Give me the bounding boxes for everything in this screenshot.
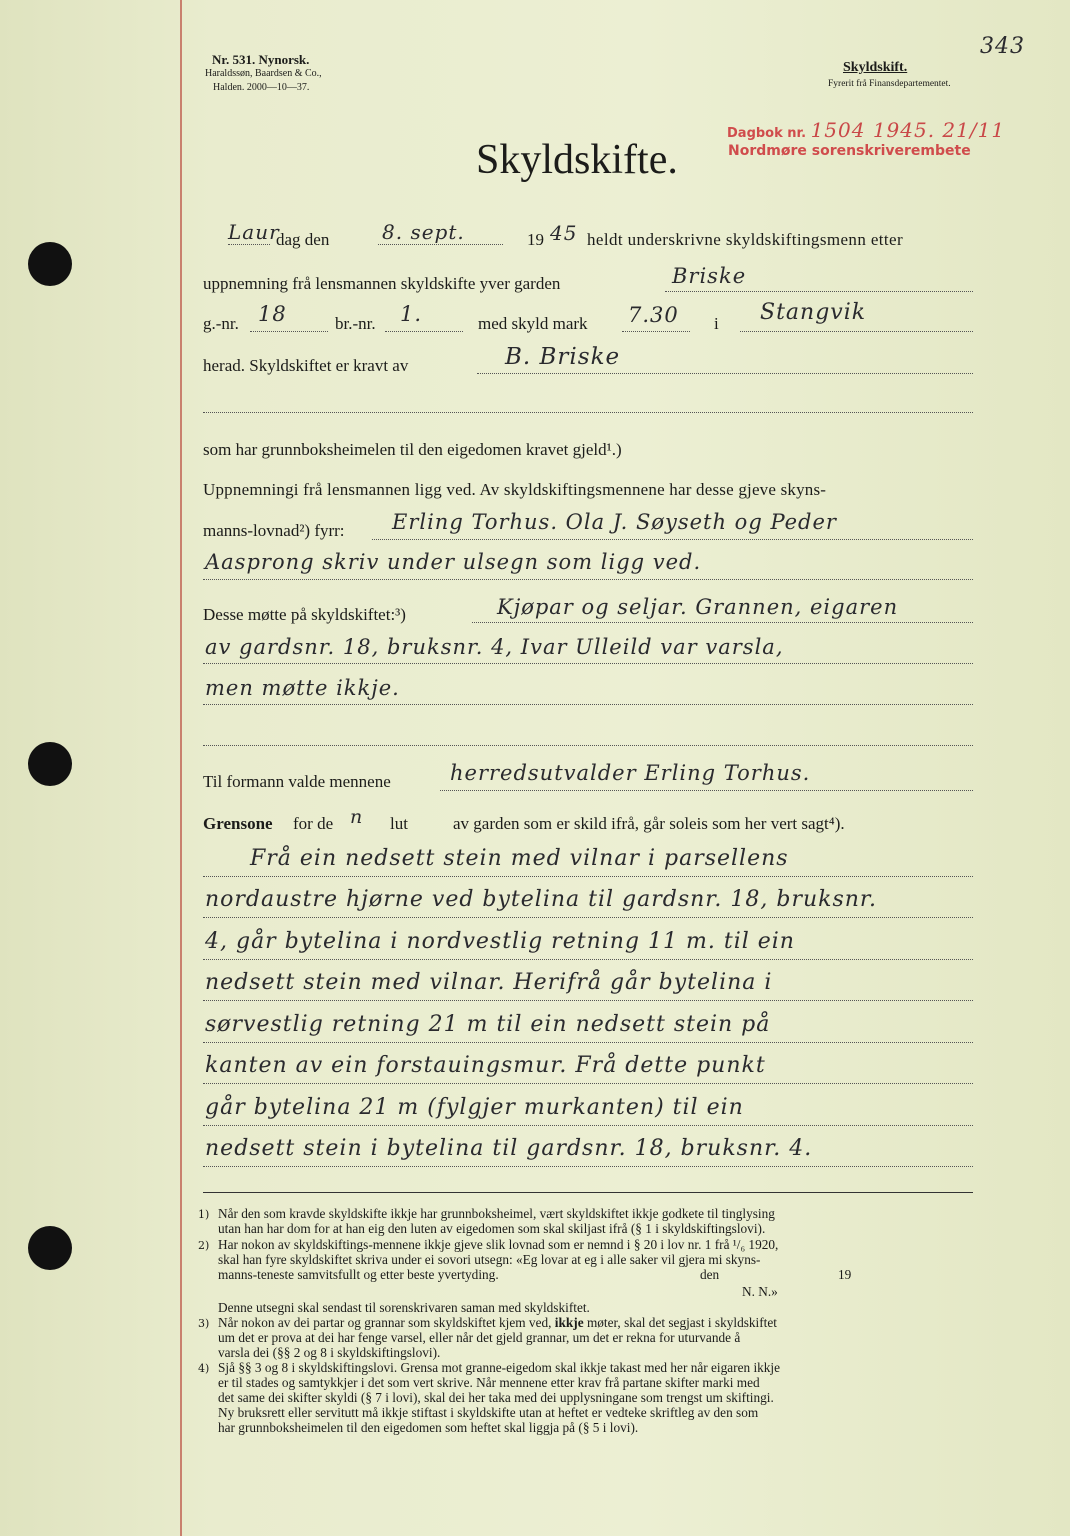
footnote-2-signature: N. N.» bbox=[742, 1284, 778, 1299]
footnote-2-line-5: Denne utsegni skal sendast til sorenskrivaren saman med skyldskiftet. bbox=[218, 1300, 590, 1315]
date-handwritten: 8. sept. bbox=[382, 220, 465, 244]
footnote-4-line-2: er til stades og samtykkjer i det som vert skrive. Når mennene etter krav frå partane skifter marki med bbox=[218, 1375, 760, 1390]
footnote-1-line-1: Når den som kravde skyldskifte ikkje har grunnboksheimel, vært skyldskiftet ikkje godkete til tinglysing bbox=[218, 1206, 775, 1221]
footnote-3-line-3: varsla dei (§§ 2 og 8 i skyldskiftingslovi). bbox=[218, 1345, 441, 1360]
footnote-3-mark: 3) bbox=[198, 1317, 210, 1330]
farm-name: Briske bbox=[672, 264, 747, 288]
page-number: 343 bbox=[980, 34, 1025, 59]
day-handwritten: Laur bbox=[228, 220, 280, 244]
boundary-line-6: kanten av ein forstauingsmur. Frå dette punkt bbox=[205, 1053, 766, 1078]
year-handwritten: 45 bbox=[550, 221, 578, 245]
footnote-3-line-1 bbox=[218, 1315, 777, 1331]
footnote-2-line-3: manns-teneste samvitsfullt og etter beste yvertyding. bbox=[218, 1267, 499, 1282]
footnote-3-text-a: Når nokon av dei partar og grannar som skyldskiftet kjem ved, bbox=[218, 1315, 552, 1330]
footnote-2-year: 19 bbox=[838, 1267, 852, 1282]
boundary-line-5: sørvestlig retning 21 m til ein nedsett stein på bbox=[205, 1012, 771, 1037]
day-printed: dag den bbox=[276, 230, 330, 249]
footnote-3-emphasis: ikkje bbox=[554, 1315, 584, 1330]
boundary-line-3: 4, går bytelina i nordvestlig retning 11 m. til ein bbox=[205, 929, 795, 954]
boundary-label: Grensone bbox=[203, 814, 273, 833]
form-number: Nr. 531. Nynorsk. bbox=[212, 52, 310, 67]
attendees-line-2: av gardsnr. 18, bruksnr. 4, Ivar Ulleild var varsla, bbox=[205, 635, 784, 659]
bnr-value: 1. bbox=[400, 302, 423, 326]
attendees-line-1: Kjøpar og seljar. Grannen, eigaren bbox=[497, 595, 899, 619]
footnote-4-line-5: har grunnboksheimelen til den eigedomen som heftet skal liggja på (§ 5 i lovi). bbox=[218, 1420, 639, 1435]
gnr-value: 18 bbox=[258, 302, 287, 326]
line-13-part-d: av garden som er skild ifrå, går soleis som her vert sagt⁴). bbox=[453, 814, 845, 833]
footnote-separator bbox=[203, 1192, 973, 1193]
margin-line bbox=[180, 0, 182, 1536]
requester: B. Briske bbox=[505, 344, 621, 370]
footnote-4-mark: 4) bbox=[198, 1362, 210, 1375]
footnote-4-line-1: Sjå §§ 3 og 8 i skyldskiftingslovi. Grensa mot granne-eigedom skal ikkje takast med her når eigaren ikkje bbox=[218, 1360, 781, 1375]
footnote-3-line-2: um det er prova at dei har fenge varsel, eller når det gjeld grannar, um det er rekna for uturvande å bbox=[218, 1330, 741, 1345]
footnote-2-den: den bbox=[700, 1267, 720, 1282]
punch-hole-bottom bbox=[28, 1226, 72, 1270]
line-12-text: Til formann valde mennene bbox=[203, 772, 391, 791]
court-office-stamp: Nordmøre sorenskriverembete bbox=[728, 143, 971, 159]
boundary-line-7: går bytelina 21 m (fylgjer murkanten) til ein bbox=[205, 1095, 744, 1120]
printer-line-1: Haraldssøn, Baardsen & Co., bbox=[205, 68, 322, 79]
chairman: herredsutvalder Erling Torhus. bbox=[450, 761, 811, 785]
boundary-line-4: nedsett stein med vilnar. Herifrå går bytelina i bbox=[205, 970, 773, 995]
bnr-label: br.-nr. bbox=[335, 314, 376, 333]
line-1-text: heldt underskrivne skyldskiftingsmenn etter bbox=[587, 230, 904, 249]
line-6-text: Uppnemningi frå lensmannen ligg ved. Av skyldskiftingsmennene har desse gjeve skyns- bbox=[203, 480, 827, 499]
form-type: Skyldskift. bbox=[843, 60, 908, 75]
punch-hole-middle bbox=[28, 742, 72, 786]
skyld-value: 7.30 bbox=[628, 303, 679, 327]
page-title: Skyldskifte. bbox=[476, 137, 678, 183]
approval-note: Fyrerit frå Finansdepartementet. bbox=[828, 79, 951, 89]
stamp-journal-number: 1504 1945. 21/11 bbox=[810, 118, 1006, 142]
boundary-line-1: Frå ein nedsett stein med vilnar i parsellens bbox=[250, 846, 789, 871]
year-printed: 19 bbox=[527, 230, 544, 249]
footnote-4-line-4: Ny bruksrett eller servitutt må ikkje stiftast i skyldskifte utan at heftet er vedteke skriftleg av den som bbox=[218, 1405, 759, 1420]
footnote-2-line-2: skal han fyre skyldskiftet skriva under ei sovori utsegn: «Eg lovar at eg i alle saker vil gjera mi skyns- bbox=[218, 1252, 761, 1267]
footnote-2-line-1: Har nokon av skyldskiftings-mennene ikkje gjeve slik lovnad som er nemnd i § 20 i lov nr. 1 frå ¹/₆ 1920, bbox=[218, 1237, 779, 1252]
footnote-4-line-3: det same dei skifter skyldi (§ 7 i lovi), skal dei her taka med dei upplysningane som trengst um skiftingi. bbox=[218, 1390, 774, 1405]
municipality: Stangvik bbox=[760, 300, 867, 325]
printer-line-2: Halden. 2000—10—37. bbox=[213, 82, 310, 93]
gnr-label: g.-nr. bbox=[203, 314, 239, 333]
boundary-line-8: nedsett stein i bytelina til gardsnr. 18, bruksnr. 4. bbox=[205, 1136, 813, 1161]
punch-hole-top bbox=[28, 242, 72, 286]
line-2-text: uppnemning frå lensmannen skyldskifte yver garden bbox=[203, 274, 561, 293]
line-13-part-c: lut bbox=[390, 814, 408, 833]
journal-stamp bbox=[727, 118, 1005, 142]
line-7-text: manns-lovnad²) fyrr: bbox=[203, 521, 345, 540]
line-5-text: som har grunnboksheimelen til den eigedomen kravet gjeld¹.) bbox=[203, 440, 622, 459]
line-9-text: Desse møtte på skyldskiftet:³) bbox=[203, 605, 406, 624]
line-4-text: herad. Skyldskiftet er kravt av bbox=[203, 356, 409, 375]
skyld-label: med skyld mark bbox=[478, 314, 588, 333]
boundary-line-2: nordaustre hjørne ved bytelina til gardsnr. 18, bruksnr. bbox=[205, 887, 878, 912]
attendees-line-3: men møtte ikkje. bbox=[205, 676, 400, 700]
footnote-1-line-2: utan han har dom for at han eig den luten av eigedomen som skal skiljast ifrå (§ 1 i skyldskiftingslovi). bbox=[218, 1221, 766, 1236]
stamp-journal-label: Dagbok nr. bbox=[727, 126, 807, 141]
appraisers-line-2: Aasprong skriv under ulsegn som ligg ved. bbox=[205, 550, 702, 574]
line-13-handwritten: n bbox=[350, 806, 364, 828]
footnote-2-mark: 2) bbox=[198, 1239, 210, 1252]
footnote-1-mark: 1) bbox=[198, 1208, 210, 1221]
appraisers-line-1: Erling Torhus. Ola J. Søyseth og Peder bbox=[392, 510, 837, 534]
in-label: i bbox=[714, 314, 719, 333]
footnote-3-text-c: møter, skal det segjast i skyldskiftet bbox=[586, 1315, 777, 1330]
line-13-part-b: for de bbox=[293, 814, 334, 833]
